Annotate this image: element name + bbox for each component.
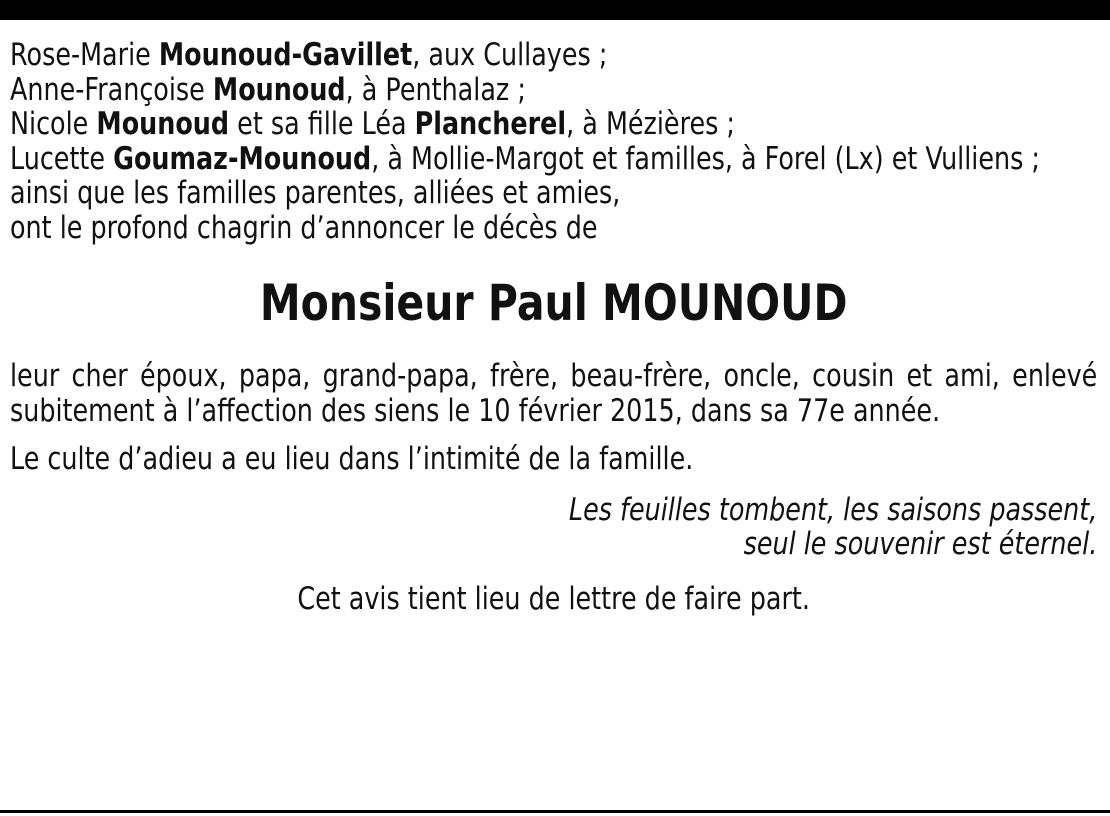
given-name: Lucette — [10, 140, 114, 177]
obituary-notice — [10, 37, 1098, 617]
surname: Goumaz-Mounoud — [113, 140, 372, 177]
given-name: Nicole — [10, 106, 97, 142]
location: , à Mollie-Margot et familles, à Forel (Lx) et Vulliens ; — [371, 140, 1041, 177]
announce-line: ont le profond chagrin d’annoncer le décès de — [10, 209, 598, 246]
location: , à Mézières ; — [566, 106, 735, 142]
family-line — [10, 142, 1097, 177]
surname: Plancherel — [414, 106, 567, 142]
ceremony-text: Le culte d’adieu a eu lieu dans l’intimité de la famille. — [10, 441, 694, 477]
family-line — [10, 38, 1097, 73]
deceased-name: Monsieur Paul MOUNOUD — [259, 274, 848, 332]
location: , aux Cullayes ; — [412, 37, 608, 73]
bottom-border — [0, 810, 1110, 813]
relatives-line: ainsi que les familles parentes, alliées et amies, — [10, 175, 621, 211]
quote-line-1: Les feuilles tombent, les saisons passent, — [568, 491, 1098, 528]
location: , à Penthalaz ; — [345, 71, 526, 108]
given-name: Rose-Marie — [10, 37, 159, 73]
surname: Mounoud — [212, 71, 346, 108]
relation-text: et sa fille Léa — [229, 106, 415, 142]
notice-text: Cet avis tient lieu de lettre de faire part. — [297, 580, 810, 617]
quote-line-2: seul le souvenir est éternel. — [743, 526, 1098, 562]
family-list — [10, 38, 1097, 245]
family-line — [10, 107, 1097, 142]
memorial-quote — [10, 493, 1097, 562]
family-line — [10, 73, 1097, 108]
deceased-description: leur cher époux, papa, grand-papa, frère, beau-frère, oncle, cousin et ami, enlevé subitement à l’affection des siens le 10 février 2015, dans sa 77e année. — [10, 358, 1098, 429]
surname: Mounoud-Gavillet — [158, 37, 413, 73]
given-name: Anne-Françoise — [10, 71, 213, 108]
top-border — [0, 0, 1110, 20]
surname: Mounoud — [96, 106, 230, 142]
